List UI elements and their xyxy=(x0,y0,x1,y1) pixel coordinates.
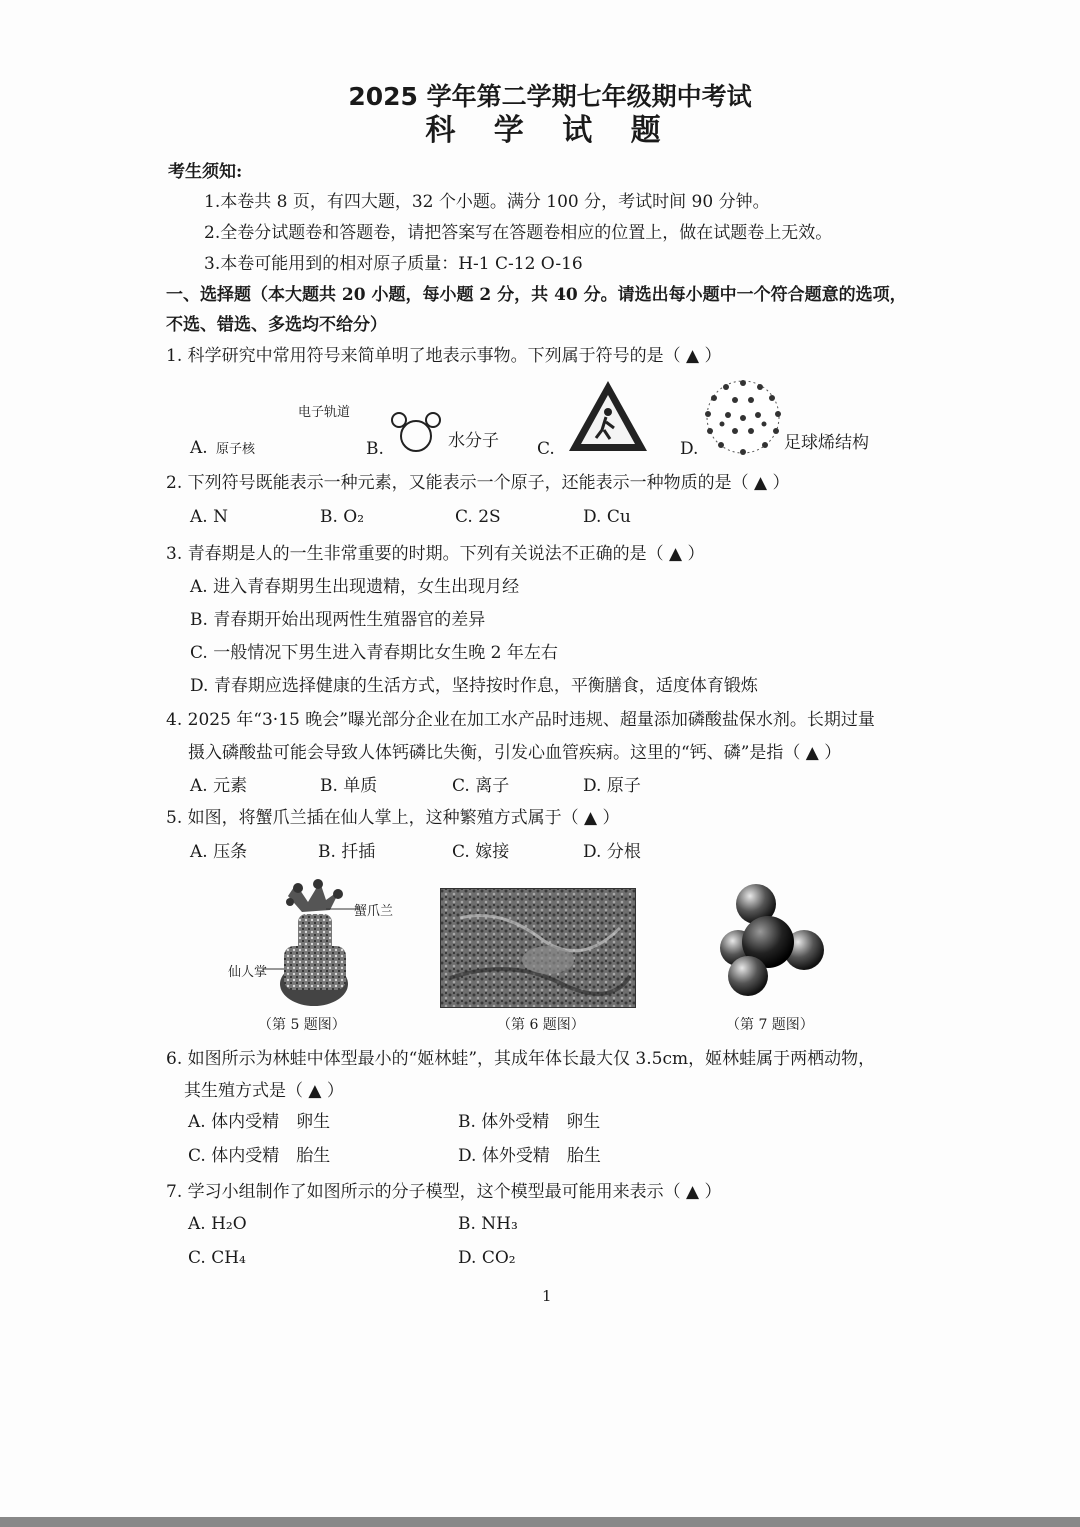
q4-option-d: D. 原子 xyxy=(583,776,641,796)
q2-option-c: C. 2S xyxy=(455,507,501,527)
fullerene-figure xyxy=(700,378,786,456)
q1-electron-orbit-label: 电子轨道 xyxy=(298,405,351,420)
q5-option-d: D. 分根 xyxy=(583,842,641,862)
fig5-caption: （第 5 题图） xyxy=(258,1017,346,1033)
q2-option-b: B. O₂ xyxy=(320,507,365,527)
q1-option-a-label: A. xyxy=(190,438,208,458)
q3-stem: 3. 青春期是人的一生非常重要的时期。下列有关说法不正确的是（ ▲ ） xyxy=(166,544,705,564)
q2-option-a: A. N xyxy=(190,507,228,527)
notice-item-2: 2.全卷分试题卷和答题卷，请把答案写在答题卷相应的位置上，做在试题卷上无效。 xyxy=(204,223,833,243)
q7-option-d: D. CO₂ xyxy=(458,1248,516,1268)
fig5-label-cactus: 仙人掌 xyxy=(228,965,268,980)
q5-option-b: B. 扦插 xyxy=(318,842,376,862)
q2-stem: 2. 下列符号既能表示一种元素，又能表示一个原子，还能表示一种物质的是（ ▲ ） xyxy=(166,473,790,493)
q5-stem: 5. 如图，将蟹爪兰插在仙人掌上，这种繁殖方式属于（ ▲ ） xyxy=(166,808,620,828)
q4-stem-line1: 4. 2025 年“3·15 晚会”曝光部分企业在加工水产品时违规、超量添加磷酸盐保水剂。长期过量 xyxy=(166,710,875,730)
section-heading-line2: 不选、错选、多选均不给分） xyxy=(166,315,387,335)
q6-option-c: C. 体内受精 胎生 xyxy=(188,1146,331,1166)
q1-option-d-label: D. xyxy=(680,439,699,459)
fig5-label-crab-cactus: 蟹爪兰 xyxy=(354,904,394,919)
section-heading-line1: 一、选择题（本大题共 20 小题，每小题 2 分，共 40 分。请选出每小题中一个符合题意的选项， xyxy=(166,285,907,305)
frog-photo-figure xyxy=(440,888,636,1008)
fig6-caption: （第 6 题图） xyxy=(497,1017,585,1033)
q1-option-d-text: 足球烯结构 xyxy=(784,433,869,453)
q1-stem: 1. 科学研究中常用符号来简单明了地表示事物。下列属于符号的是（ ▲ ） xyxy=(166,346,722,366)
q7-option-b: B. NH₃ xyxy=(458,1214,518,1234)
exam-title: 2025 学年第二学期七年级期中考试 xyxy=(348,82,752,111)
q3-option-a: A. 进入青春期男生出现遗精，女生出现月经 xyxy=(190,577,520,597)
q7-option-c: C. CH₄ xyxy=(188,1248,246,1268)
grafted-cactus-figure xyxy=(268,876,364,1010)
q4-option-a: A. 元素 xyxy=(190,776,248,796)
q5-option-c: C. 嫁接 xyxy=(452,842,510,862)
page-number: 1 xyxy=(542,1287,552,1305)
q7-stem: 7. 学习小组制作了如图所示的分子模型，这个模型最可能用来表示（ ▲ ） xyxy=(166,1182,722,1202)
notice-item-3: 3.本卷可能用到的相对原子质量：H-1 C-12 O-16 xyxy=(204,254,583,274)
q4-option-c: C. 离子 xyxy=(452,776,510,796)
scan-bottom-edge xyxy=(0,1517,1080,1527)
q4-option-b: B. 单质 xyxy=(320,776,378,796)
q2-option-d: D. Cu xyxy=(583,507,631,527)
notice-item-1: 1.本卷共 8 页，有四大题，32 个小题。满分 100 分，考试时间 90 分钟。 xyxy=(204,192,770,212)
q7-option-a: A. H₂O xyxy=(188,1214,247,1234)
q3-option-b: B. 青春期开始出现两性生殖器官的差异 xyxy=(190,610,486,630)
q6-option-d: D. 体外受精 胎生 xyxy=(458,1146,601,1166)
water-molecule-figure xyxy=(388,408,444,454)
fig7-caption: （第 7 题图） xyxy=(726,1017,814,1033)
q1-option-c-label: C. xyxy=(537,439,555,459)
q6-stem-line1: 6. 如图所示为林蛙中体型最小的“姬林蛙”，其成年体长最大仅 3.5cm，姬林蛙属于两栖动物， xyxy=(166,1049,876,1069)
q6-option-b: B. 体外受精 卵生 xyxy=(458,1112,601,1132)
fig5-pointer-line-bottom xyxy=(262,964,286,974)
warning-triangle-figure xyxy=(566,378,650,454)
q3-option-c: C. 一般情况下男生进入青春期比女生晚 2 年左右 xyxy=(190,643,558,663)
q3-option-d: D. 青春期应选择健康的生活方式，坚持按时作息，平衡膳食，适度体育锻炼 xyxy=(190,676,758,696)
q5-option-a: A. 压条 xyxy=(190,842,248,862)
q6-stem-line2: 其生殖方式是（ ▲ ） xyxy=(184,1081,344,1101)
q1-option-b-text: 水分子 xyxy=(448,431,499,451)
q1-option-b-label: B. xyxy=(366,439,384,459)
molecule-model-figure xyxy=(712,880,828,1000)
notice-heading: 考生须知: xyxy=(168,162,243,182)
q6-option-a: A. 体内受精 卵生 xyxy=(188,1112,331,1132)
q4-stem-line2: 摄入磷酸盐可能会导致人体钙磷比失衡，引发心血管疾病。这里的“钙、磷”是指（ ▲ ） xyxy=(188,743,842,763)
exam-subtitle: 科 学 试 题 xyxy=(425,113,675,148)
q1-option-a-text: 原子核 xyxy=(216,442,256,457)
